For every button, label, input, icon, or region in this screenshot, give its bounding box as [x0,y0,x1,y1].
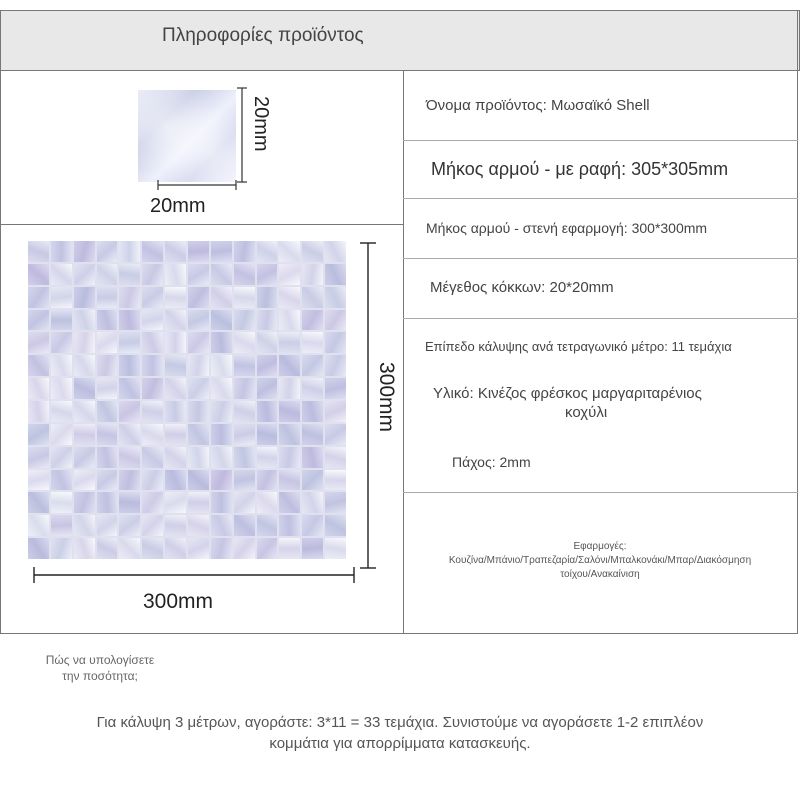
mosaic-tile [211,241,232,262]
mosaic-tile [279,332,300,353]
mosaic-tile [279,447,300,468]
mosaic-tile [142,332,163,353]
mosaic-tile [165,447,186,468]
mosaic-tile [97,355,118,376]
mosaic-tile [74,515,95,536]
mosaic-tile [165,310,186,331]
mosaic-tile [28,538,49,559]
mosaic-tile [188,241,209,262]
mosaic-sheet-image [28,241,346,559]
mosaic-tile [51,287,72,308]
mosaic-tile [302,355,323,376]
mosaic-tile [302,401,323,422]
mosaic-tile [142,515,163,536]
mosaic-tile [279,355,300,376]
mosaic-tile [28,355,49,376]
mosaic-tile [119,332,140,353]
mosaic-tile [165,241,186,262]
mosaic-tile [279,515,300,536]
mosaic-tile [142,538,163,559]
mosaic-tile [119,447,140,468]
mosaic-tile [257,287,278,308]
mosaic-tile [142,310,163,331]
mosaic-tile [165,401,186,422]
tile-width-label: 20mm [150,195,206,217]
mosaic-tile [165,538,186,559]
mosaic-tile [211,332,232,353]
mosaic-tile [211,538,232,559]
mosaic-tile [302,241,323,262]
mosaic-tile [211,492,232,513]
mosaic-tile [302,424,323,445]
mosaic-tile [142,241,163,262]
mosaic-tile [74,287,95,308]
spec-product-name: Όνομα προϊόντος: Μωσαϊκό Shell [426,97,650,114]
mosaic-tile [279,287,300,308]
tile-height-label: 20mm [250,96,272,152]
mosaic-tile [211,310,232,331]
mosaic-tile [142,424,163,445]
mosaic-tile [165,515,186,536]
applications-line2: τοίχου/Ανακαίνιση [560,569,640,580]
mosaic-tile [28,492,49,513]
mosaic-tile [97,332,118,353]
mosaic-tile [165,264,186,285]
mosaic-tile [97,378,118,399]
mosaic-tile [234,515,255,536]
mosaic-tile [302,310,323,331]
mosaic-tile [97,515,118,536]
mosaic-tile [211,515,232,536]
mosaic-tile [257,515,278,536]
mosaic-tile [188,264,209,285]
mosaic-tile [211,401,232,422]
mosaic-tile [188,492,209,513]
mosaic-tile [211,447,232,468]
mosaic-tile [302,378,323,399]
mosaic-tile [279,378,300,399]
mosaic-tile [119,538,140,559]
spec-joint-tight: Μήκος αρμού - στενή εφαρμογή: 300*300mm [426,220,708,236]
question-line1: Πώς να υπολογίσετε [45,653,155,667]
mosaic-tile [234,355,255,376]
mosaic-tile [74,355,95,376]
mosaic-tile [74,378,95,399]
mosaic-tile [279,538,300,559]
mosaic-tile [302,264,323,285]
mosaic-tile [257,332,278,353]
mosaic-tile [188,470,209,491]
mosaic-tile [142,355,163,376]
spec-material-line2: κοχύλι [565,404,608,421]
mosaic-tile [51,470,72,491]
mosaic-tile [51,401,72,422]
mosaic-tile [234,447,255,468]
sheet-height-label: 300mm [375,362,398,433]
mosaic-tile [257,264,278,285]
mosaic-tile [302,287,323,308]
mosaic-tile [74,538,95,559]
mosaic-tile [188,378,209,399]
mosaic-tile [325,401,346,422]
mosaic-tile [279,401,300,422]
mosaic-tile [51,378,72,399]
mosaic-tile [74,310,95,331]
mosaic-tile [188,332,209,353]
mosaic-tile [97,424,118,445]
mosaic-tile [257,401,278,422]
answer-line2: κομμάτια για απορρίμματα κατασκευής. [269,735,531,752]
mosaic-tile [302,492,323,513]
mosaic-tile [257,470,278,491]
mosaic-tile [325,287,346,308]
mosaic-tile [28,332,49,353]
mosaic-tile [51,355,72,376]
mosaic-tile [119,401,140,422]
mosaic-tile [97,264,118,285]
mosaic-tile [51,515,72,536]
mosaic-tile [51,332,72,353]
spec-material-line1: Υλικό: Κινέζος φρέσκος μαργαριταρένιος [433,385,702,402]
mosaic-tile [28,241,49,262]
mosaic-tile [28,447,49,468]
mosaic-tile [28,515,49,536]
mosaic-tile [165,492,186,513]
row-divider [403,492,798,493]
mosaic-tile [279,241,300,262]
mosaic-tile [325,332,346,353]
mosaic-tile [188,310,209,331]
mosaic-tile [119,492,140,513]
mosaic-tile [211,355,232,376]
mosaic-tile [234,241,255,262]
mosaic-tile [257,241,278,262]
spec-joint-seam: Μήκος αρμού - με ραφή: 305*305mm [431,159,729,179]
answer-line1: Για κάλυψη 3 μέτρων, αγοράστε: 3*11 = 33 τεμάχια. Συνιστούμε να αγοράσετε 1-2 επιπλέον [96,714,704,731]
mosaic-tile [165,355,186,376]
mosaic-tile [325,310,346,331]
mosaic-tile [257,538,278,559]
mosaic-tile [119,264,140,285]
mosaic-tile [234,538,255,559]
applications-label: Εφαρμογές: [573,541,627,552]
mosaic-tile [74,470,95,491]
mosaic-tile [28,264,49,285]
mosaic-tile [97,538,118,559]
mosaic-tile [74,492,95,513]
mosaic-tile [119,470,140,491]
row-divider [403,318,798,319]
mosaic-tile [257,310,278,331]
mosaic-tile [234,401,255,422]
spec-coverage: Επίπεδο κάλυψης ανά τετραγωνικό μέτρο: 11 τεμάχια [425,339,732,354]
mosaic-tile [142,401,163,422]
applications-line1: Κουζίνα/Μπάνιο/Τραπεζαρία/Σαλόνι/Μπαλκονάκι/Μπαρ/Διακόσμηση [448,555,752,566]
mosaic-tile [165,332,186,353]
mosaic-tile [74,424,95,445]
mosaic-tile [257,355,278,376]
mosaic-tile [51,264,72,285]
mosaic-tile [119,424,140,445]
mosaic-tile [279,264,300,285]
mosaic-tile [74,264,95,285]
mosaic-tile [257,378,278,399]
mosaic-tile [211,264,232,285]
mosaic-tile [211,378,232,399]
mosaic-tile [302,515,323,536]
mosaic-tile [234,332,255,353]
mosaic-tile [97,287,118,308]
mosaic-tile [234,492,255,513]
mosaic-tile [257,447,278,468]
mosaic-tile [279,492,300,513]
mosaic-tile [188,287,209,308]
mosaic-tile [28,310,49,331]
mosaic-tile [28,287,49,308]
mosaic-tile [234,264,255,285]
mosaic-tile [325,355,346,376]
mosaic-tile [325,447,346,468]
spec-applications [410,540,790,582]
mosaic-tile [119,241,140,262]
mosaic-tile [74,447,95,468]
mosaic-tile [119,310,140,331]
mosaic-tile [188,515,209,536]
mosaic-tile [234,424,255,445]
mosaic-tile [211,287,232,308]
mosaic-tile [234,470,255,491]
mosaic-tile [302,447,323,468]
mosaic-tile [97,401,118,422]
mosaic-tile [325,264,346,285]
mosaic-tile [119,287,140,308]
mosaic-tile [325,424,346,445]
question-line2: την ποσότητα; [62,669,138,683]
mosaic-tile [188,355,209,376]
mosaic-tile [28,424,49,445]
mosaic-tile [279,470,300,491]
spec-grain-size: Μέγεθος κόκκων: 20*20mm [430,279,614,296]
mosaic-tile [119,355,140,376]
mosaic-tile [325,378,346,399]
mosaic-tile [142,378,163,399]
mosaic-tile [74,241,95,262]
spec-thickness: Πάχος: 2mm [452,454,531,470]
calculation-answer [30,712,770,754]
mosaic-tile [257,424,278,445]
mosaic-tile [165,287,186,308]
mosaic-tile [325,241,346,262]
mosaic-tile [74,332,95,353]
mosaic-tile [211,424,232,445]
mosaic-tile [325,492,346,513]
mosaic-tile [188,447,209,468]
mosaic-tile [142,492,163,513]
mosaic-tile [234,310,255,331]
mosaic-tile [97,470,118,491]
mosaic-tile [51,241,72,262]
mosaic-tile [142,287,163,308]
mosaic-tile [142,264,163,285]
mosaic-tile [97,241,118,262]
mosaic-tile [234,378,255,399]
mosaic-tile [28,378,49,399]
tile-dimension-lines [0,0,800,240]
mosaic-tile [97,447,118,468]
mosaic-tile [325,515,346,536]
mosaic-tile [302,538,323,559]
mosaic-tile [119,378,140,399]
calculation-question [20,652,180,684]
mosaic-tile [97,492,118,513]
mosaic-tile [279,424,300,445]
mosaic-tile [302,470,323,491]
mosaic-tile [188,538,209,559]
mosaic-tile [142,470,163,491]
sheet-width-label: 300mm [143,590,214,613]
mosaic-tile [51,492,72,513]
mosaic-tile [165,470,186,491]
mosaic-tile [257,492,278,513]
mosaic-tile [51,424,72,445]
mosaic-tile [165,424,186,445]
mosaic-tile [119,515,140,536]
mosaic-tile [234,287,255,308]
row-divider [403,258,798,259]
mosaic-tile [188,401,209,422]
mosaic-tile [51,538,72,559]
mosaic-tile [325,538,346,559]
mosaic-tile [211,470,232,491]
mosaic-tile [97,310,118,331]
mosaic-tile [74,401,95,422]
mosaic-tile [325,470,346,491]
page-title: Πληροφορίες προϊόντος [162,25,364,46]
mosaic-tile [142,447,163,468]
mosaic-tile [51,310,72,331]
mosaic-tile [28,401,49,422]
mosaic-tile [279,310,300,331]
mosaic-tile [188,424,209,445]
mosaic-tile [165,378,186,399]
mosaic-tile [28,470,49,491]
mosaic-tile [51,447,72,468]
mosaic-tile [302,332,323,353]
